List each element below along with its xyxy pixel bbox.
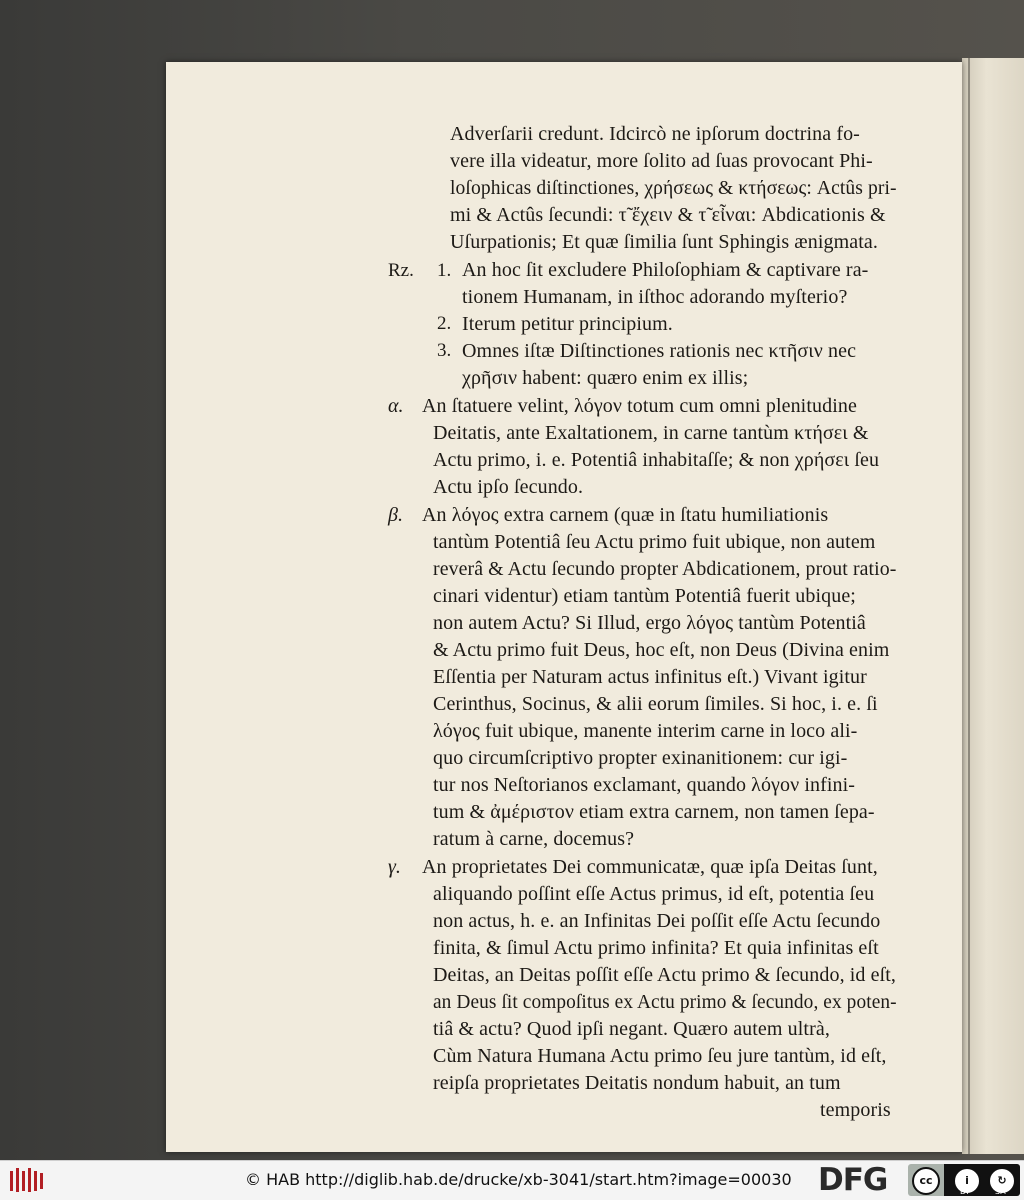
text-line: non actus, h. e. an Infinitas Dei poſſit eſſe Actu ſecundo xyxy=(433,910,881,932)
text-line: & Actu primo fuit Deus, hoc eſt, non Deus (Divina enim xyxy=(433,639,890,661)
beta-marker: β. xyxy=(388,504,403,526)
text-line: Cùm Natura Humana Actu primo ſeu jure tantùm, id eſt, xyxy=(433,1045,887,1067)
by-person-icon: i xyxy=(953,1167,981,1195)
text-line: Deitatis, ante Exaltationem, in carne tantùm κτήσει & xyxy=(433,422,869,444)
text-line: Cerinthus, Socinus, & alii eorum ſimiles. Si hoc, i. e. ſi xyxy=(433,693,878,715)
text-line: An hoc ſit excludere Philoſophiam & captivare ra- xyxy=(462,259,869,281)
text-line: mi & Actûs ſecundi: τ̃ ἔχειν & τ̃ εἶναι: Abdicationis & xyxy=(450,204,886,226)
response-marker: Rz. xyxy=(388,260,414,281)
text-line: quo circumſcriptivo propter exinanitionem: cur igi- xyxy=(433,747,848,769)
text-line: An ſtatuere velint, λόγον totum cum omni plenitudine xyxy=(422,395,857,417)
gamma-marker: γ. xyxy=(388,856,401,878)
cc-sa-label: SA xyxy=(995,1187,1006,1196)
text-line: reipſa proprietates Deitatis nondum habuit, an tum xyxy=(433,1072,841,1094)
text-line: Adverſarii credunt. Idcircò ne ipſorum doctrina fo- xyxy=(450,123,860,145)
text-line: Iterum petitur principium. xyxy=(462,313,673,335)
alpha-marker: α. xyxy=(388,395,404,417)
text-line: vere illa videatur, more ſolito ad ſuas provocant Phi- xyxy=(450,150,873,172)
sa-share-icon: ↻ xyxy=(988,1167,1016,1195)
text-line: Actu primo, i. e. Potentiâ inhabitaſſe; & non χρήσει ſeu xyxy=(433,449,880,471)
item-number-2: 2. xyxy=(437,313,452,334)
text-line: reverâ & Actu ſecundo propter Abdicationem, prout ratio- xyxy=(433,558,897,580)
text-line: χρῆσιν habent: quæro enim ex illis; xyxy=(462,367,749,389)
text-line: tionem Humanam, in iſthoc adorando myſterio? xyxy=(462,286,848,308)
text-line: finita, & ſimul Actu primo infinita? Et quia infinitas eſt xyxy=(433,937,879,959)
text-line: Eſſentia per Naturam actus infinitus eſt.) Vivant igitur xyxy=(433,666,867,688)
text-line: tur nos Neſtorianos exclamant, quando λόγον infini- xyxy=(433,774,856,796)
text-line: tiâ & actu? Quod ipſi negant. Quæro autem ultrà, xyxy=(433,1018,830,1040)
text-line: An λόγος extra carnem (quæ in ſtatu humiliationis xyxy=(422,504,829,526)
text-line: Actu ipſo ſecundo. xyxy=(433,476,584,498)
text-line: ratum à carne, docemus? xyxy=(433,828,635,850)
hab-logo-icon[interactable] xyxy=(8,1165,46,1195)
text-line: an Deus ſit compoſitus ex Actu primo & ſecundo, ex poten- xyxy=(433,991,897,1013)
source-link[interactable]: © HAB http://diglib.hab.de/drucke/xb-3041/start.htm?image=00030 xyxy=(245,1170,792,1189)
text-line: tantùm Potentiâ ſeu Actu primo fuit ubique, non autem xyxy=(433,531,876,553)
text-line: cinari videntur) etiam tantùm Potentiâ fuerit ubique; xyxy=(433,585,856,607)
text-line: loſophicas diſtinctiones, χρήσεως & κτήσεως: Actûs pri- xyxy=(450,177,897,199)
dfg-logo[interactable]: DFG xyxy=(818,1162,888,1198)
text-line: tum & ἀμέριστον etiam extra carnem, non tamen ſepa- xyxy=(433,801,875,823)
item-number-3: 3. xyxy=(437,340,452,361)
cc-icon: cc xyxy=(912,1167,940,1195)
text-line: λόγος fuit ubique, manente interim carne in loco ali- xyxy=(433,720,858,742)
viewer-footer xyxy=(0,1160,1024,1200)
cc-by-label: BY xyxy=(960,1187,970,1196)
text-line: non autem Actu? Si Illud, ergo λόγος tantùm Potentiâ xyxy=(433,612,866,634)
text-line: Deitas, an Deitas poſſit eſſe Actu primo & ſecundo, id eſt, xyxy=(433,964,897,986)
text-line: Uſurpationis; Et quæ ſimilia ſunt Sphingis ænigmata. xyxy=(450,231,878,253)
text-line: An proprietates Dei communicatæ, quæ ipſa Deitas ſunt, xyxy=(422,856,878,878)
text-line: Omnes iſtæ Diſtinctiones rationis nec κτῆσιν nec xyxy=(462,340,857,362)
catchword: temporis xyxy=(820,1099,891,1121)
cc-license-badge[interactable] xyxy=(908,1164,1020,1196)
text-line: aliquando poſſint eſſe Actus primus, id eſt, potentia ſeu xyxy=(433,883,875,905)
item-number-1: 1. xyxy=(437,260,452,281)
